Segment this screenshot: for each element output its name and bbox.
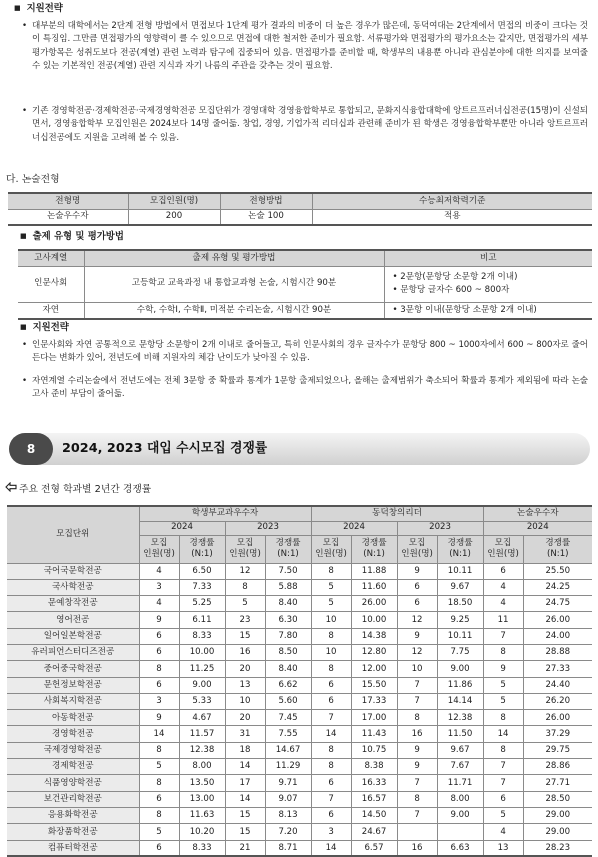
table-row [7,759,592,775]
table-cell: 수학, 수학Ⅰ, 수학Ⅱ, 미적분 수리논술, 시험시간 90분 [84,302,384,319]
table-cell: 37.29 [523,726,592,742]
table-cell: 6 [311,807,351,823]
table-cell: 8 [225,579,265,595]
table-cell: 4.67 [179,710,225,726]
table-cell: 26.00 [523,710,592,726]
table-cell: 11.88 [351,563,397,579]
section-banner-title: 2024, 2023 대입 수시모집 경쟁률 [62,441,268,456]
table-cell: 5 [311,596,351,612]
table-row [7,710,592,726]
ratio-header: 경쟁률 (N:1) [437,535,483,563]
table-cell: 6 [397,596,437,612]
table-cell: 24.25 [523,579,592,595]
unit-name: 보건관리학전공 [7,791,139,807]
table-cell: 7 [397,807,437,823]
table-cell: 6 [311,677,351,693]
table-cell: 26.00 [351,596,397,612]
table-cell: 14.50 [351,807,397,823]
competition-table-title [5,482,151,497]
table-row [7,612,592,628]
table-cell: 27.71 [523,775,592,791]
table-cell: 9 [139,710,179,726]
table-header: 전형방법 [220,193,312,209]
table-cell: 6 [483,563,523,579]
table-cell: 9.67 [437,742,483,758]
table-cell: 5.60 [265,693,311,709]
unit-name: 일어일본학전공 [7,628,139,644]
table-cell: 15 [225,628,265,644]
table-cell [384,302,592,319]
table-cell: 5 [483,807,523,823]
note-line: • 3문항 이내(문항당 소문항 2개 이내) [392,304,537,315]
table-cell: 14 [483,726,523,742]
table-cell: 6 [397,579,437,595]
table-cell: 6 [139,628,179,644]
table-header: 모집인원(명) [128,193,220,209]
table-cell: 4 [139,563,179,579]
table-cell: 6 [311,775,351,791]
group-header: 학생부교과우수자 [139,506,311,521]
table-row [7,807,592,823]
table-cell: 31 [225,726,265,742]
table-row [7,693,592,709]
quota-header: 모집 인원(명) [311,535,351,563]
table-cell: 10.00 [179,644,225,660]
table-row [7,726,592,742]
table-cell: 28.50 [523,791,592,807]
table-cell: 28.86 [523,759,592,775]
table-cell: 15.50 [351,677,397,693]
table-cell: 16.57 [351,791,397,807]
table-cell: 8 [311,759,351,775]
table-cell: 6.11 [179,612,225,628]
table-cell: 8 [311,742,351,758]
table-cell: 7 [397,693,437,709]
table-cell: 11.50 [437,726,483,742]
table-cell: 10.20 [179,824,225,840]
strategy-paragraph: • 기존 경영학전공·경제학전공·국제경영학전공 모집단위가 경영대학 경영융합학부로 통합되고, 문화지식융합대학에 앙트르프러너십전공(15명)이 신설되면서, 경영융합학부 모집인원은 2024보다 14명 줄어듦. 창업, 경영, 기업가적 리더십과 관련해 준비가 된 학생은 경영융합학부뿐만 아니라 앙트르프러너십전공에도 지원을 고려해 볼 수 있음. [32,105,588,145]
table-cell: 논술우수자 [8,209,128,225]
table-cell: 8 [139,742,179,758]
table-cell: 8 [311,661,351,677]
table-cell: 17 [225,775,265,791]
table-row [7,824,592,840]
ratio-header: 경쟁률 (N:1) [351,535,397,563]
table-cell: 16.33 [351,775,397,791]
table-cell: 8 [139,661,179,677]
table-cell: 11 [483,612,523,628]
table-cell: 8.40 [265,661,311,677]
table-row [7,791,592,807]
table-cell: 11.86 [437,677,483,693]
table-cell: 12 [225,563,265,579]
table-cell: 11.29 [265,759,311,775]
table-cell: 13 [483,840,523,856]
table-cell: 7 [311,791,351,807]
table-cell: 14.67 [265,742,311,758]
table-row [7,775,592,791]
table-cell: 14.14 [437,693,483,709]
table-cell: 7 [483,775,523,791]
table-row [7,840,592,856]
table-cell: 11.63 [179,807,225,823]
table-row [7,579,592,595]
table-cell: 24.75 [523,596,592,612]
exam-type-table [18,249,592,320]
strategy-paragraph: • 자연계열 수리논술에서 전년도에는 전체 3문항 중 확률과 통계가 1문항 출제되었으나, 올해는 출제범위가 축소되어 확률과 통계가 제외됨에 따라 논술고사 준비 부담이 줄어듦. [32,375,588,402]
table-cell: 9.25 [437,612,483,628]
table-cell: 6 [139,677,179,693]
table-cell: 24.00 [523,628,592,644]
table-cell: 25.50 [523,563,592,579]
unit-name: 경제학전공 [7,759,139,775]
table-cell: 8.71 [265,840,311,856]
table-cell: 23 [225,612,265,628]
table-cell: 5.25 [179,596,225,612]
table-cell: 20 [225,661,265,677]
year-header: 2023 [397,521,483,535]
table-cell: 21 [225,840,265,856]
unit-name: 사회복지학전공 [7,693,139,709]
table-cell: 11.60 [351,579,397,595]
unit-name: 화장품학전공 [7,824,139,840]
section-banner [9,433,590,465]
table-cell: 17.00 [351,710,397,726]
table-header: 고사계열 [18,250,84,266]
table-cell: 10 [311,644,351,660]
table-cell: 8 [483,644,523,660]
table-header: 전형명 [8,193,128,209]
ratio-header: 경쟁률 (N:1) [265,535,311,563]
table-cell: 7.33 [179,579,225,595]
table-cell: 9 [483,661,523,677]
table-cell: 9 [397,563,437,579]
table-cell: 6.57 [351,840,397,856]
table-cell [437,824,483,840]
table-row [18,266,592,302]
table-cell: 9 [397,628,437,644]
table-cell: 7.80 [265,628,311,644]
table-cell: 29.00 [523,824,592,840]
table-cell: 9.00 [179,677,225,693]
unit-name: 문헌정보학전공 [7,677,139,693]
table-cell: 3 [139,693,179,709]
table-cell: 10.00 [351,612,397,628]
table-cell: 10 [397,661,437,677]
table-cell: 8 [311,563,351,579]
table-cell: 4 [483,824,523,840]
table-cell: 13 [225,677,265,693]
year-header: 2024 [483,521,592,535]
table-row [18,302,592,319]
table-cell: 27.33 [523,661,592,677]
quota-header: 모집 인원(명) [139,535,179,563]
table-row [7,628,592,644]
table-cell: 3 [139,579,179,595]
ratio-header: 경쟁률 (N:1) [523,535,592,563]
table-cell: 6 [139,791,179,807]
section-title: 다. 논술전형 [6,174,60,185]
table-cell: 8 [397,710,437,726]
table-cell: 6.30 [265,612,311,628]
table-cell: 8 [483,742,523,758]
table-cell: 29.75 [523,742,592,758]
table-cell: 7.20 [265,824,311,840]
table-cell: 12.38 [437,710,483,726]
table-cell: 28.23 [523,840,592,856]
table-cell: 5 [139,759,179,775]
note-line: • 문항당 글자수 600 ~ 800자 [392,285,510,295]
table-cell: 7.55 [265,726,311,742]
table-cell: 8.38 [351,759,397,775]
table-cell: 9.07 [265,791,311,807]
table-cell: 8.00 [179,759,225,775]
table-cell: 7.67 [437,759,483,775]
table-cell: 10 [225,693,265,709]
quota-header: 모집 인원(명) [225,535,265,563]
table-cell: 11.71 [437,775,483,791]
table-row [7,563,592,579]
table-cell: 3 [311,824,351,840]
table-cell: 7 [311,710,351,726]
unit-name: 영어전공 [7,612,139,628]
table-cell: 13.00 [179,791,225,807]
table-cell [384,266,592,302]
unit-name: 유러피언스터디즈전공 [7,644,139,660]
table-cell: 9.67 [437,579,483,595]
table-cell: 14.38 [351,628,397,644]
table-cell: 15 [225,824,265,840]
table-cell: 6 [483,791,523,807]
table-cell: 14 [139,726,179,742]
group-header: 논술우수자 [483,506,592,521]
unit-header: 모집단위 [7,506,139,563]
unit-name: 국제경영학전공 [7,742,139,758]
table-cell: 12 [397,612,437,628]
unit-name: 응용화학전공 [7,807,139,823]
table-cell: 5 [311,579,351,595]
table-cell: 8.50 [265,644,311,660]
table-cell: 7 [483,759,523,775]
table-cell: 12 [397,644,437,660]
unit-name: 문예창작전공 [7,596,139,612]
ratio-header: 경쟁률 (N:1) [179,535,225,563]
table-cell: 24.40 [523,677,592,693]
exam-heading: ■ 출제 유형 및 평가방법 [20,230,124,245]
table-header: 비고 [384,250,592,266]
table-cell: 8 [139,807,179,823]
unit-name: 국어국문학전공 [7,563,139,579]
table-cell: 논술 100 [220,209,312,225]
table-cell: 18.50 [437,596,483,612]
table-cell: 8.13 [265,807,311,823]
quota-header: 모집 인원(명) [483,535,523,563]
year-header: 2023 [225,521,311,535]
table-cell: 14 [225,791,265,807]
table-cell: 7.45 [265,710,311,726]
competition-table [7,505,592,857]
table-row [8,209,592,225]
table-cell: 29.00 [523,807,592,823]
table-cell: 5.33 [179,693,225,709]
table-cell: 17.33 [351,693,397,709]
competition-title-text: 주요 전형 학과별 2년간 경쟁률 [19,484,152,495]
table-cell: 8.33 [179,628,225,644]
table-cell: 16 [225,644,265,660]
table-cell: 5 [225,596,265,612]
table-cell: 26.20 [523,693,592,709]
table-cell: 7.50 [265,563,311,579]
table-cell: 6 [311,693,351,709]
table-header: 출제 유형 및 평가방법 [84,250,384,266]
year-header: 2024 [139,521,225,535]
table-cell: 12.00 [351,661,397,677]
table-cell: 26.00 [523,612,592,628]
table-cell: 7.75 [437,644,483,660]
table-cell: 11.43 [351,726,397,742]
table-cell: 5 [483,677,523,693]
table-cell: 12.38 [179,742,225,758]
table-cell: 6.50 [179,563,225,579]
table-cell: 9.71 [265,775,311,791]
table-cell: 9.00 [437,807,483,823]
table-row [7,677,592,693]
unit-name: 컴퓨터학전공 [7,840,139,856]
table-cell: 9 [397,742,437,758]
note-line: • 2문항(문항당 소문항 2개 이내) [392,272,518,283]
year-header: 2024 [311,521,397,535]
table-cell: 적용 [312,209,592,225]
table-cell: 고등학교 교육과정 내 통합교과형 논술, 시험시간 90분 [84,266,384,302]
table-cell: 6.63 [437,840,483,856]
arrow-icon [5,482,17,497]
table-cell: 4 [483,596,523,612]
quota-header: 모집 인원(명) [397,535,437,563]
table-cell: 7 [397,677,437,693]
unit-name: 아동학전공 [7,710,139,726]
table-cell: 5.88 [265,579,311,595]
table-cell: 8 [311,628,351,644]
unit-name: 국사학전공 [7,579,139,595]
table-cell: 9.00 [437,661,483,677]
table-cell: 8.40 [265,596,311,612]
table-cell: 9 [397,759,437,775]
table-row [7,596,592,612]
table-cell: 인문사회 [18,266,84,302]
table-cell: 6 [139,840,179,856]
table-cell [397,824,437,840]
table-cell: 8.00 [437,791,483,807]
table-cell: 6.62 [265,677,311,693]
table-cell: 20 [225,710,265,726]
table-row [7,644,592,660]
table-cell: 5 [139,824,179,840]
table-cell: 14 [311,726,351,742]
table-cell: 10.11 [437,628,483,644]
table-cell: 7 [397,775,437,791]
table-cell: 28.88 [523,644,592,660]
table-row [7,742,592,758]
essay-admission-table [8,192,592,226]
table-cell: 15 [225,807,265,823]
table-cell: 5 [483,693,523,709]
table-cell: 10.11 [437,563,483,579]
table-cell: 16 [397,726,437,742]
strategy-paragraph: • 인문사회와 자연 공통적으로 문항당 소문항이 2개 이내로 줄어들고, 특히 인문사회의 경우 글자수가 문항당 800 ~ 1000자에서 600 ~ 800자로 줄어든다는 변화가 있어, 전년도에 비해 지원자의 체감 난이도가 낮아질 수 있음. [32,339,588,366]
table-cell: 14 [225,759,265,775]
table-cell: 11.57 [179,726,225,742]
table-cell: 200 [128,209,220,225]
table-cell: 7 [483,628,523,644]
strategy-heading: ■ 지원전략 [20,321,69,336]
table-cell: 24.67 [351,824,397,840]
table-cell: 11.25 [179,661,225,677]
group-header: 동덕창의리더 [311,506,483,521]
table-cell: 4 [483,579,523,595]
table-cell: 9 [139,612,179,628]
unit-name: 중어중국학전공 [7,661,139,677]
table-cell: 14 [311,840,351,856]
section-number: 8 [9,433,53,465]
table-cell: 6 [139,644,179,660]
table-header: 수능최저학력기준 [312,193,592,209]
table-cell: 12.80 [351,644,397,660]
table-cell: 16 [397,840,437,856]
strategy-heading: ■ 지원전략 [14,2,63,17]
table-cell: 8 [139,775,179,791]
table-cell: 10 [311,612,351,628]
table-cell: 자연 [18,302,84,319]
strategy-paragraph: • 대부분의 대학에서는 2단계 전형 방법에서 면접보다 1단계 평가 결과의 비중이 더 높은 경우가 많은데, 동덕여대는 2단계에서 면접의 비중이 크다는 것이 특징임. 그만큼 면접평가의 영향력이 클 수 있으므로 면접에 대한 철저한 준비가 필요함. 서류평가와 면접평가의 평가요소는 같지만, 면접평가의 세부 평가항목은 성취도보다 전공(계열) 관련 노력과 탐구에 집중되어 있음. 면접평가를 준비할 때, 학생부의 내용뿐 아니라 관심분야에 대한 의지를 보여줄 수 있는 기본적인 전공(계열) 관련 지식과 자기 나름의 주관을 갖추는 것이 필요함. [32,20,588,73]
table-cell: 8 [397,791,437,807]
table-cell: 10.75 [351,742,397,758]
unit-name: 식품영양학전공 [7,775,139,791]
table-cell: 18 [225,742,265,758]
unit-name: 경영학전공 [7,726,139,742]
table-row [7,661,592,677]
table-cell: 13.50 [179,775,225,791]
table-cell: 4 [139,596,179,612]
table-cell: 8 [483,710,523,726]
table-cell: 8.33 [179,840,225,856]
